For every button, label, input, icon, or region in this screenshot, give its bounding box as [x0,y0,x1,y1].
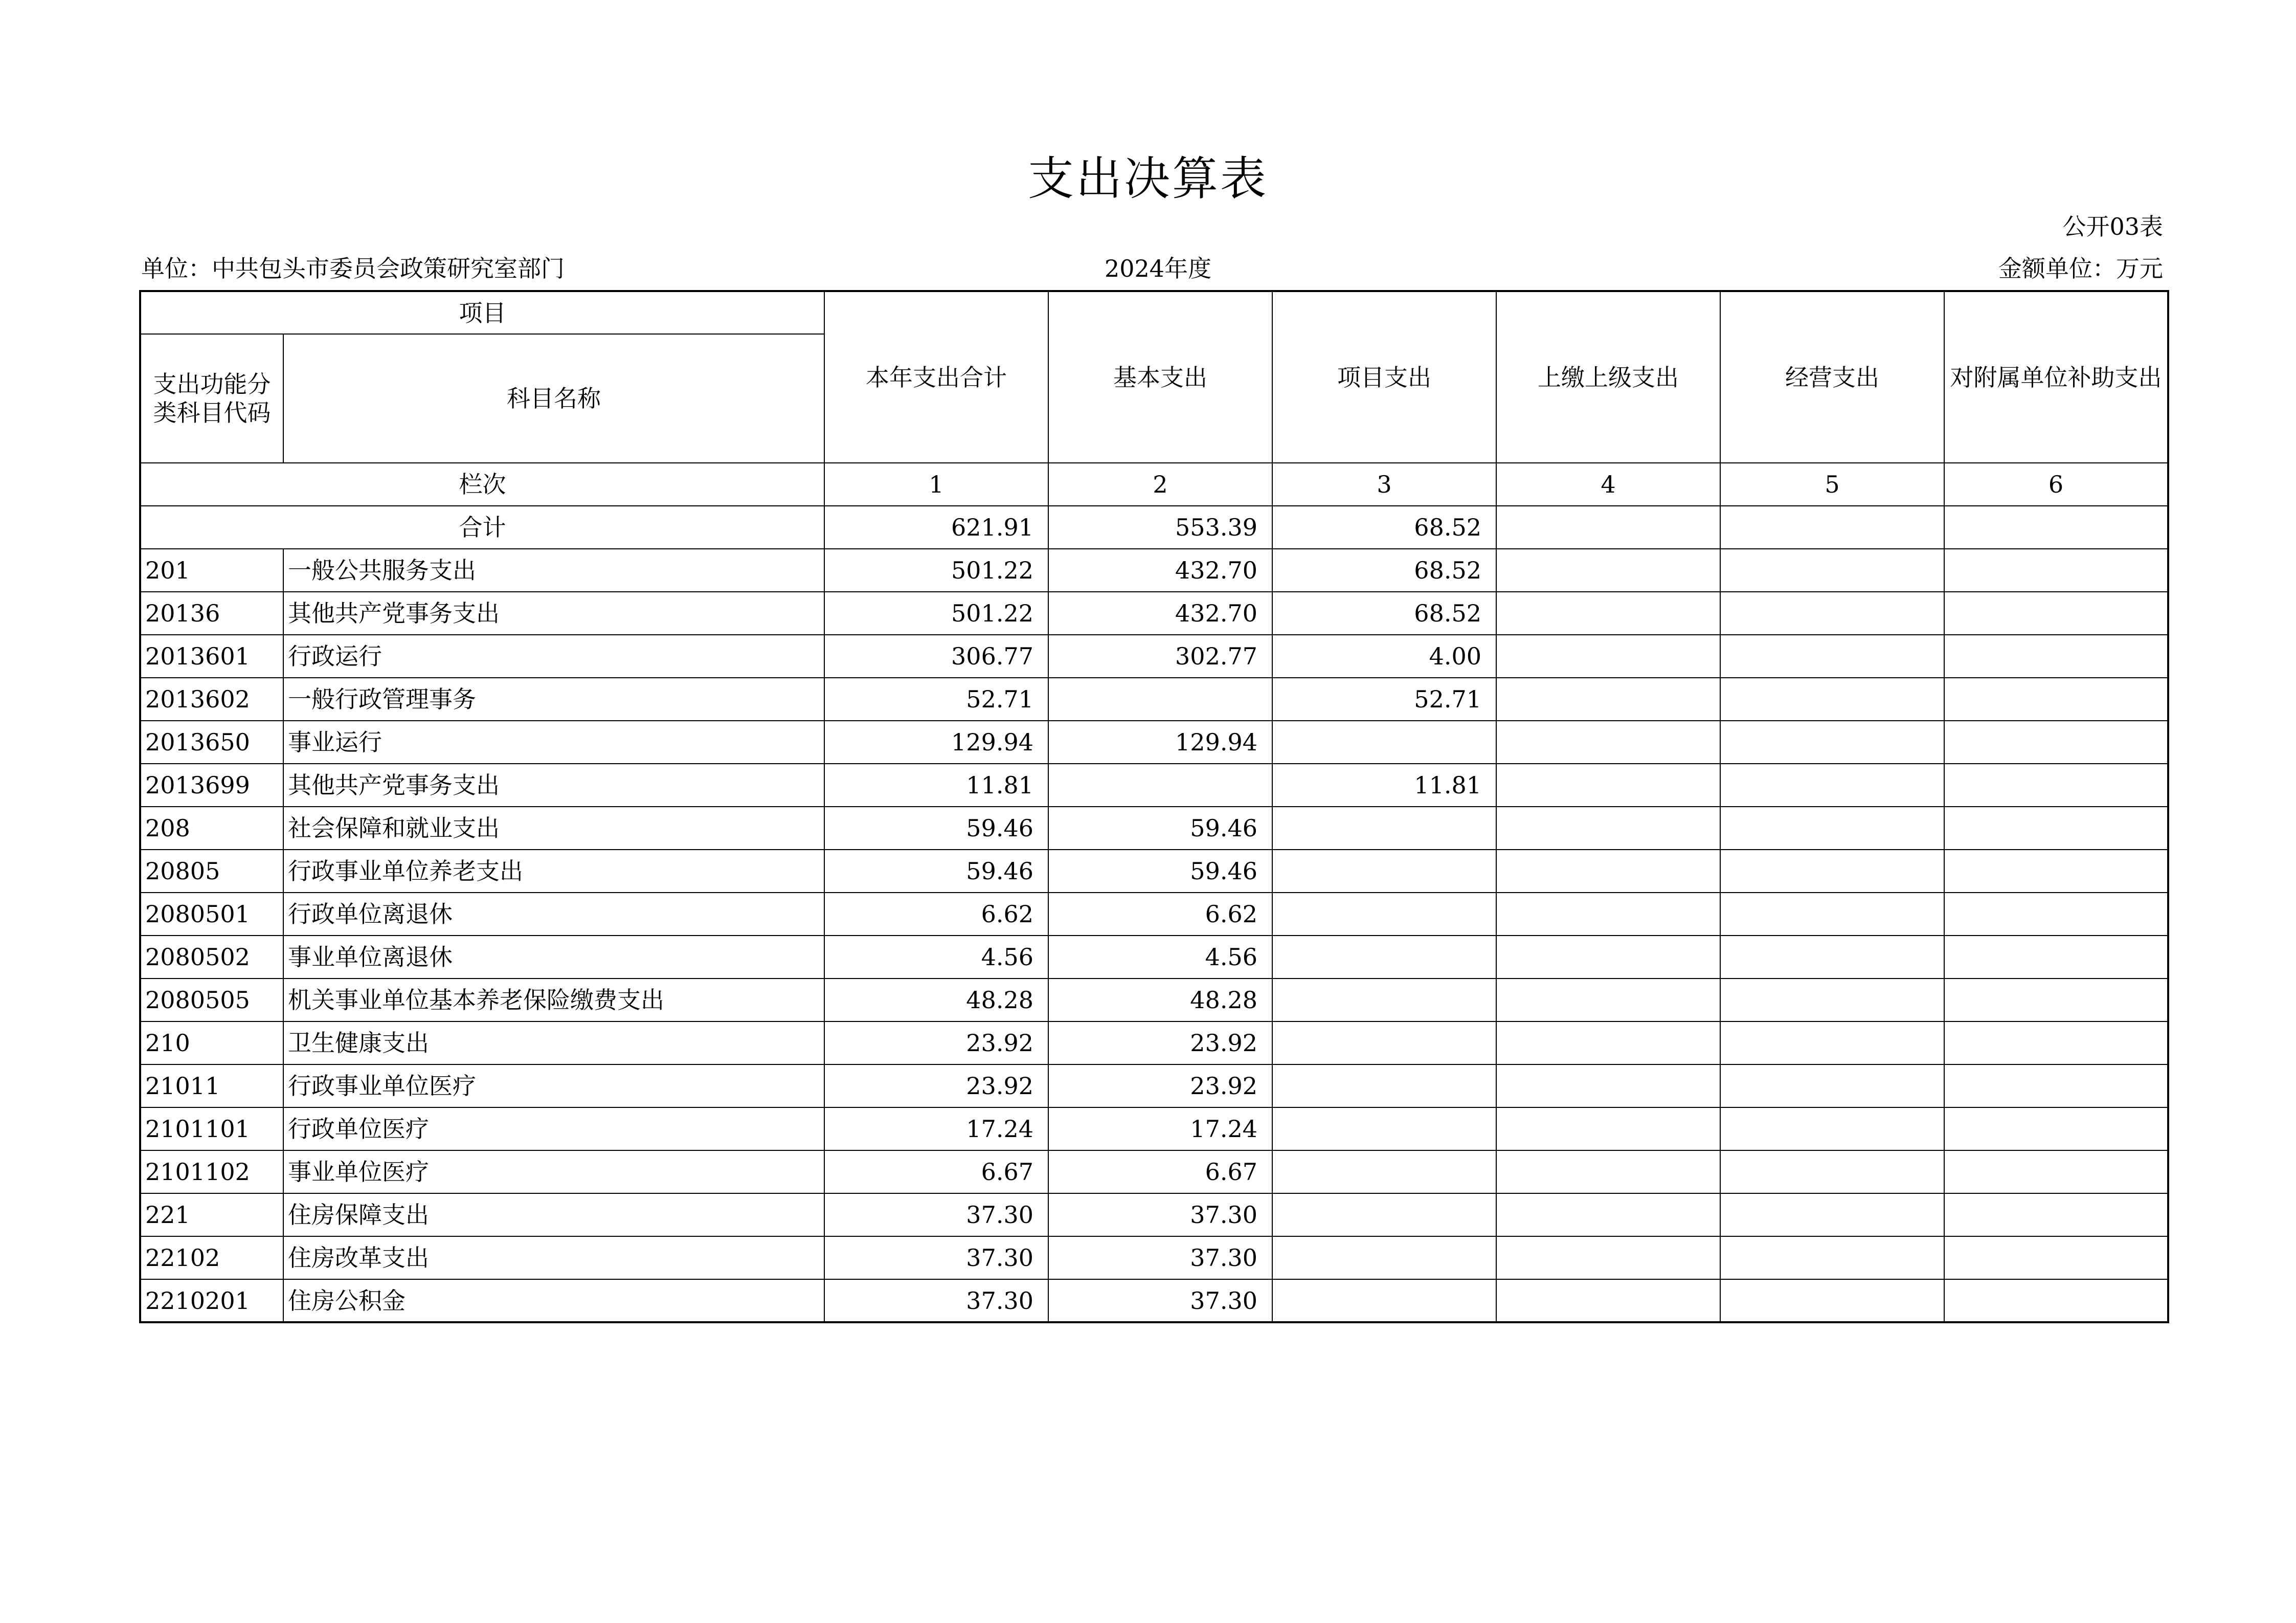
year-label: 2024年度 [1105,255,1212,282]
row-code: 21011 [140,1064,283,1107]
row-value: 37.30 [824,1236,1048,1279]
row-value [1944,1064,2168,1107]
total-value: 553.39 [1048,506,1272,549]
row-name: 事业运行 [283,721,824,764]
row-value [1496,1021,1720,1064]
row-value [1944,936,2168,979]
row-value [1720,592,1944,635]
row-name: 一般行政管理事务 [283,678,824,721]
row-value [1496,1236,1720,1279]
row-value: 129.94 [824,721,1048,764]
table-row [140,1021,2168,1064]
row-value: 501.22 [824,549,1048,592]
row-code: 210 [140,1021,283,1064]
row-value [1720,1064,1944,1107]
row-value: 11.81 [824,764,1048,807]
total-value [1720,506,1944,549]
row-value [1944,1150,2168,1193]
row-name: 其他共产党事务支出 [283,764,824,807]
unit-label: 单位：中共包头市委员会政策研究室部门 [141,255,565,282]
row-value [1272,1193,1496,1236]
row-value: 432.70 [1048,549,1272,592]
header-col-total: 本年支出合计 [824,291,1048,463]
row-value: 37.30 [1048,1279,1272,1322]
row-value: 37.30 [1048,1236,1272,1279]
row-code: 2210201 [140,1279,283,1322]
row-code: 2080501 [140,893,283,936]
table-row [140,1064,2168,1107]
row-code: 2101101 [140,1107,283,1150]
row-value [1720,893,1944,936]
row-value [1720,1021,1944,1064]
row-value [1720,979,1944,1021]
row-value [1720,1279,1944,1322]
row-value [1720,807,1944,850]
row-name: 社会保障和就业支出 [283,807,824,850]
row-value [1720,1193,1944,1236]
row-code: 2013601 [140,635,283,678]
total-label: 合计 [140,506,824,549]
row-value [1944,850,2168,893]
row-name: 行政单位离退休 [283,893,824,936]
row-name: 住房公积金 [283,1279,824,1322]
row-value [1496,1064,1720,1107]
row-code: 208 [140,807,283,850]
row-code: 2080505 [140,979,283,1021]
table-row [140,635,2168,678]
column-number: 6 [1944,463,2168,506]
row-value: 11.81 [1272,764,1496,807]
row-value [1496,893,1720,936]
row-code: 2013602 [140,678,283,721]
column-number-label: 栏次 [140,463,824,506]
row-value [1496,721,1720,764]
row-value: 59.46 [824,850,1048,893]
table-row [140,549,2168,592]
row-value: 432.70 [1048,592,1272,635]
row-name: 住房保障支出 [283,1193,824,1236]
form-number: 公开03表 [2062,213,2163,240]
row-value [1496,592,1720,635]
row-value [1272,850,1496,893]
row-value [1944,1236,2168,1279]
row-value: 37.30 [1048,1193,1272,1236]
page-title: 支出决算表 [1028,152,1268,206]
row-value [1272,1150,1496,1193]
row-value [1944,549,2168,592]
row-name: 行政事业单位医疗 [283,1064,824,1107]
row-value [1944,764,2168,807]
row-value [1944,1021,2168,1064]
row-value [1272,1107,1496,1150]
row-name: 住房改革支出 [283,1236,824,1279]
row-value: 37.30 [824,1279,1048,1322]
row-name: 行政事业单位养老支出 [283,850,824,893]
row-value: 59.46 [824,807,1048,850]
table-row [140,1236,2168,1279]
table-row [140,764,2168,807]
row-code: 2013650 [140,721,283,764]
row-name: 卫生健康支出 [283,1021,824,1064]
table-row [140,1150,2168,1193]
row-value [1944,1107,2168,1150]
row-value: 17.24 [824,1107,1048,1150]
row-value [1272,721,1496,764]
row-value [1720,635,1944,678]
row-value [1720,1236,1944,1279]
row-value: 501.22 [824,592,1048,635]
header-name: 科目名称 [283,334,824,463]
row-value: 6.62 [824,893,1048,936]
row-value [1720,678,1944,721]
row-name: 机关事业单位基本养老保险缴费支出 [283,979,824,1021]
row-value [1272,979,1496,1021]
row-value: 52.71 [824,678,1048,721]
column-number: 1 [824,463,1048,506]
row-code: 20805 [140,850,283,893]
row-value: 23.92 [824,1021,1048,1064]
column-number: 5 [1720,463,1944,506]
column-number: 4 [1496,463,1720,506]
header-item: 项目 [140,291,824,334]
row-value: 17.24 [1048,1107,1272,1150]
row-value [1272,807,1496,850]
row-code: 2101102 [140,1150,283,1193]
column-number: 2 [1048,463,1272,506]
row-value: 4.56 [1048,936,1272,979]
row-value [1496,1150,1720,1193]
row-value: 129.94 [1048,721,1272,764]
row-value: 37.30 [824,1193,1048,1236]
row-name: 事业单位离退休 [283,936,824,979]
row-value [1720,1107,1944,1150]
row-value [1272,1279,1496,1322]
row-value [1496,936,1720,979]
row-code: 221 [140,1193,283,1236]
table-row [140,592,2168,635]
row-value: 6.62 [1048,893,1272,936]
table-row [140,721,2168,764]
row-code: 20136 [140,592,283,635]
row-value: 59.46 [1048,850,1272,893]
row-value: 6.67 [1048,1150,1272,1193]
row-value [1496,549,1720,592]
table-row [140,678,2168,721]
row-value: 48.28 [1048,979,1272,1021]
row-name: 行政运行 [283,635,824,678]
row-value [1944,678,2168,721]
table-row [140,1279,2168,1322]
row-name: 其他共产党事务支出 [283,592,824,635]
row-value: 59.46 [1048,807,1272,850]
row-name: 事业单位医疗 [283,1150,824,1193]
row-value [1720,936,1944,979]
row-value [1720,764,1944,807]
row-value [1496,807,1720,850]
total-value: 68.52 [1272,506,1496,549]
row-code: 201 [140,549,283,592]
table-row [140,1193,2168,1236]
row-value [1496,1279,1720,1322]
table-row [140,936,2168,979]
table-row [140,807,2168,850]
row-value: 68.52 [1272,549,1496,592]
row-value [1944,807,2168,850]
header-col-operating: 经营支出 [1720,291,1944,463]
table-row [140,850,2168,893]
row-value [1272,936,1496,979]
row-value [1272,1021,1496,1064]
header-col-subsidy-affiliates: 对附属单位补助支出 [1944,291,2168,463]
row-value [1944,635,2168,678]
row-value [1720,549,1944,592]
row-value [1272,1236,1496,1279]
row-value [1944,979,2168,1021]
row-value: 23.92 [1048,1064,1272,1107]
row-value: 4.00 [1272,635,1496,678]
row-code: 2080502 [140,936,283,979]
row-value [1720,1150,1944,1193]
row-value [1496,1193,1720,1236]
row-value [1944,721,2168,764]
row-value [1496,850,1720,893]
amount-unit-label: 金额单位：万元 [1998,255,2163,282]
row-value: 302.77 [1048,635,1272,678]
row-value: 52.71 [1272,678,1496,721]
row-value [1496,635,1720,678]
row-name: 行政单位医疗 [283,1107,824,1150]
row-value [1720,850,1944,893]
column-number: 3 [1272,463,1496,506]
total-row [140,506,2168,549]
row-value [1496,678,1720,721]
row-value [1944,592,2168,635]
column-number-row [140,463,2168,506]
row-value [1496,979,1720,1021]
total-value [1944,506,2168,549]
row-value: 23.92 [824,1064,1048,1107]
row-value [1720,721,1944,764]
row-value [1496,1107,1720,1150]
row-value: 68.52 [1272,592,1496,635]
row-code: 2013699 [140,764,283,807]
row-value [1048,764,1272,807]
row-value [1944,893,2168,936]
row-value [1944,1279,2168,1322]
row-value: 306.77 [824,635,1048,678]
row-code: 22102 [140,1236,283,1279]
row-name: 一般公共服务支出 [283,549,824,592]
header-col-basic: 基本支出 [1048,291,1272,463]
expenditure-table [139,290,2169,1323]
header-col-project: 项目支出 [1272,291,1496,463]
row-value: 48.28 [824,979,1048,1021]
table-row [140,979,2168,1021]
row-value: 23.92 [1048,1021,1272,1064]
row-value: 4.56 [824,936,1048,979]
row-value [1272,893,1496,936]
row-value [1496,764,1720,807]
header-col-remit-superior: 上缴上级支出 [1496,291,1720,463]
total-value: 621.91 [824,506,1048,549]
header-row-1 [140,291,2168,334]
row-value [1048,678,1272,721]
row-value: 6.67 [824,1150,1048,1193]
row-value [1272,1064,1496,1107]
table-row [140,1107,2168,1150]
header-code: 支出功能分类科目代码 [140,334,283,463]
row-value [1944,1193,2168,1236]
table-row [140,893,2168,936]
total-value [1496,506,1720,549]
